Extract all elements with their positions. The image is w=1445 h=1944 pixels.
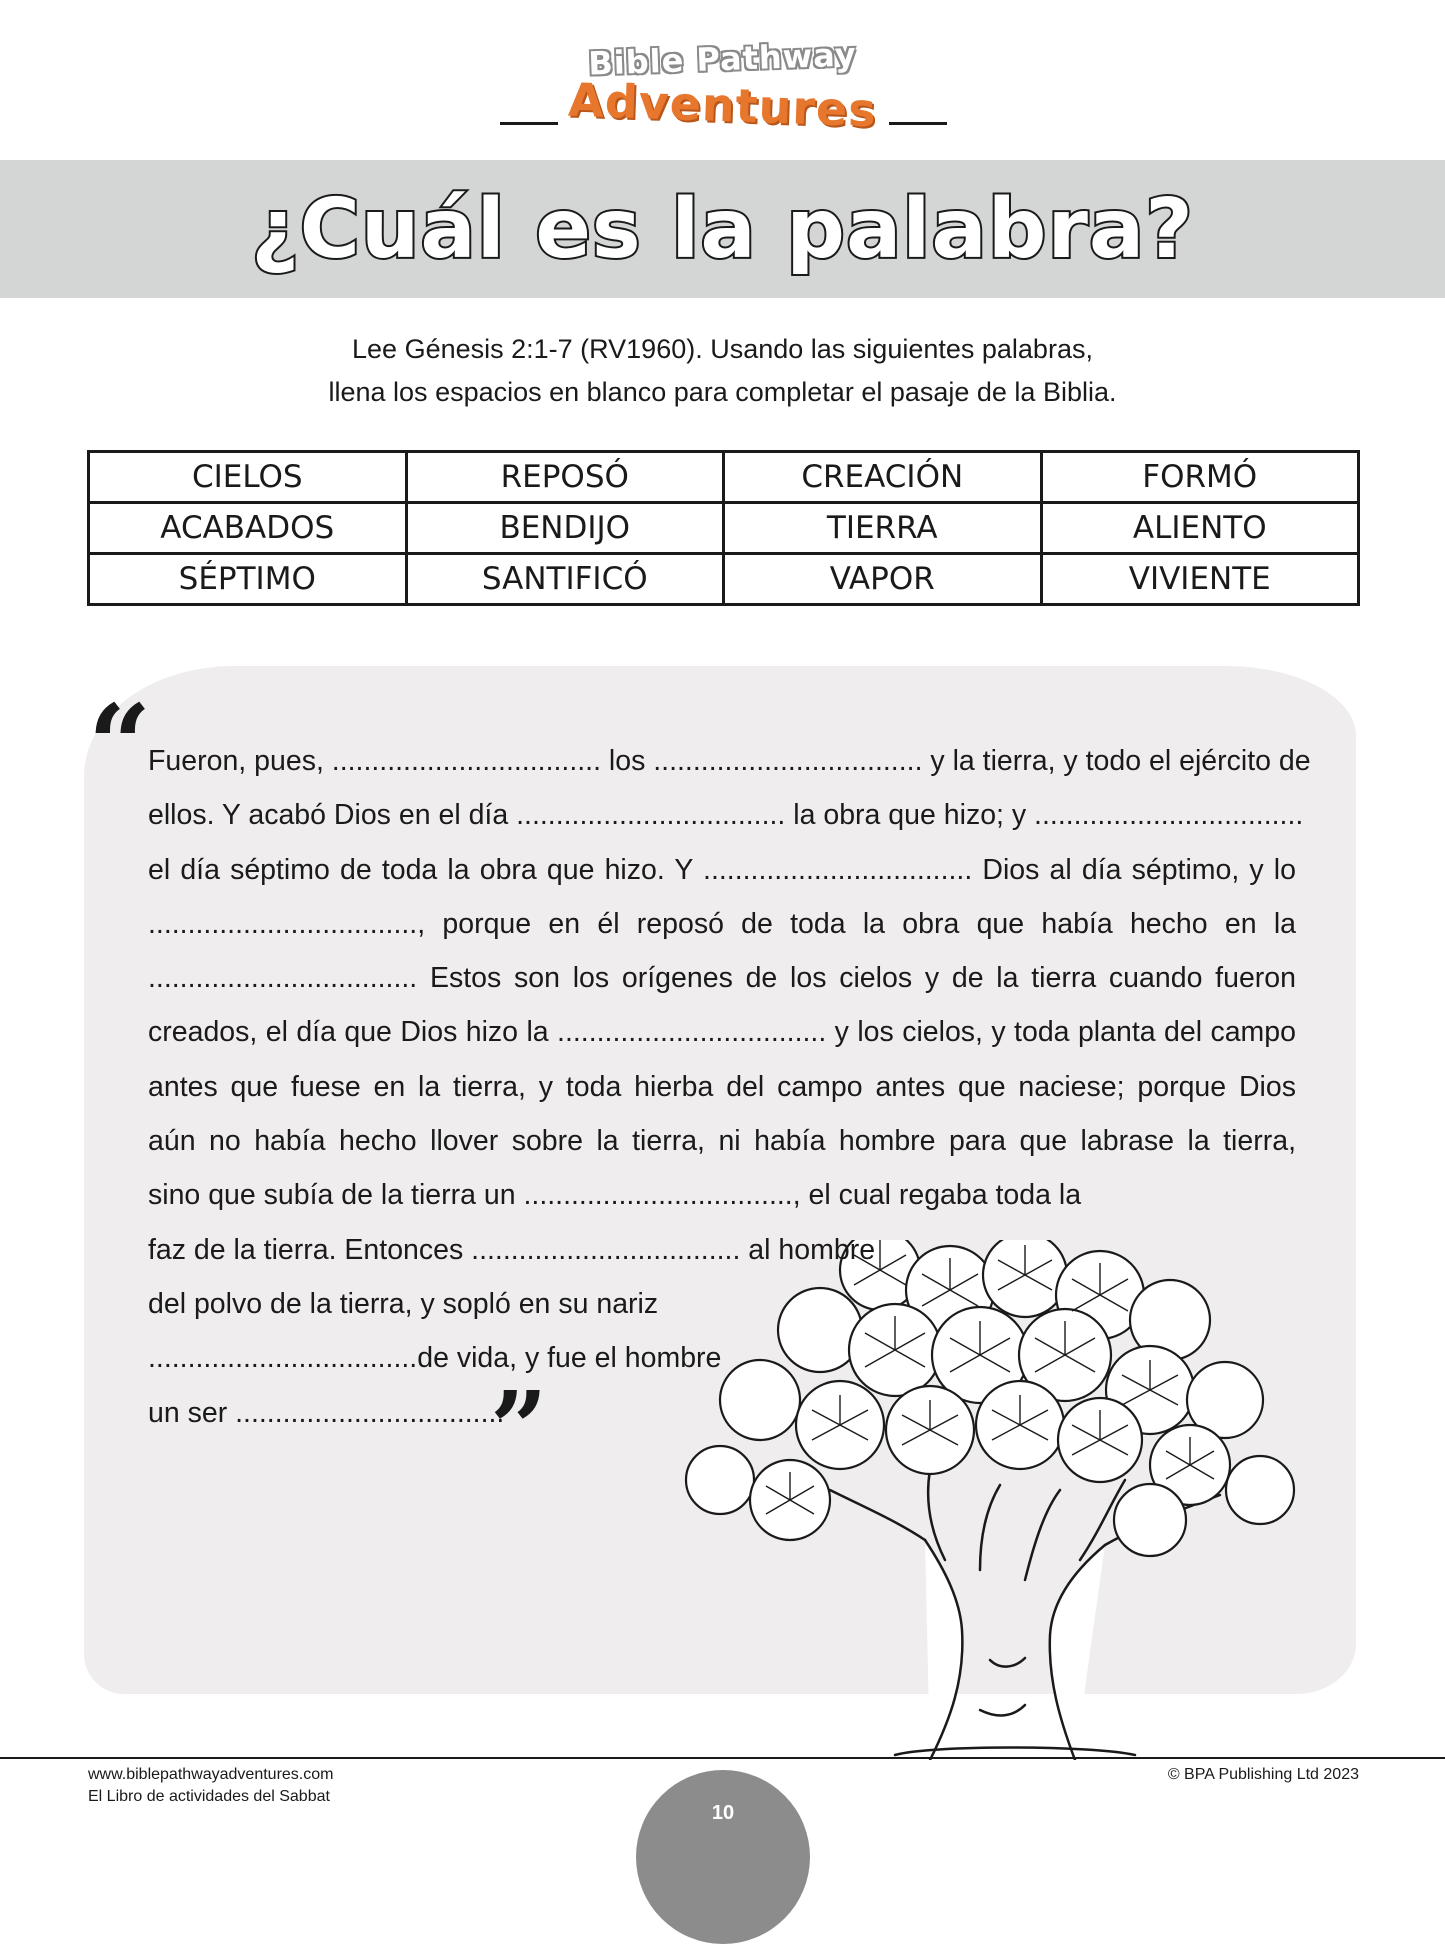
passage-line: sino que subía de la tierra un .................................., el cual regaba toda la bbox=[148, 1179, 1082, 1212]
word-bank-cell: SÉPTIMO bbox=[89, 554, 407, 605]
passage-line: Fueron, pues, .................................. los .................................. y la tierra, y todo el ejército de bbox=[148, 745, 1311, 777]
word-bank-cell: CIELOS bbox=[89, 452, 407, 503]
passage-line: ellos. Y acabó Dios en el día .................................. la obra que hizo; y .................................. bbox=[148, 799, 1304, 832]
word-bank-cell: CREACIÓN bbox=[724, 452, 1042, 503]
word-bank-cell: VAPOR bbox=[724, 554, 1042, 605]
logo-divider-right bbox=[889, 122, 947, 125]
word-bank-cell: REPOSÓ bbox=[406, 452, 724, 503]
word-bank-cell: BENDIJO bbox=[406, 503, 724, 554]
passage-line: ..................................de vida, y fue el hombre bbox=[148, 1342, 722, 1375]
word-bank-cell: SANTIFICÓ bbox=[406, 554, 724, 605]
logo-line-2: Adventures bbox=[567, 72, 878, 138]
passage-line: .................................. Estos son los orígenes de los cielos y de la tierra cuando fueron bbox=[148, 962, 1296, 995]
footer-divider bbox=[0, 1757, 1445, 1759]
passage-line: creados, el día que Dios hizo la .................................. y los cielos, y toda planta del campo bbox=[148, 1016, 1296, 1049]
instructions bbox=[0, 328, 1445, 414]
passage-line: del polvo de la tierra, y sopló en su nariz bbox=[148, 1287, 659, 1320]
passage-line: faz de la tierra. Entonces .................................. al hombre bbox=[148, 1233, 876, 1266]
footer-left bbox=[88, 1764, 333, 1808]
close-quote-mark: ” bbox=[490, 1369, 548, 1487]
word-bank-row bbox=[89, 503, 1359, 554]
logo-divider-left bbox=[500, 122, 558, 125]
word-bank-cell: VIVIENTE bbox=[1041, 554, 1359, 605]
passage-line: aún no había hecho llover sobre la tierra, ni había hombre para que labrase la tierra, bbox=[148, 1125, 1296, 1158]
page-number: 10 bbox=[711, 1802, 735, 1824]
word-bank-row bbox=[89, 452, 1359, 503]
word-bank-row bbox=[89, 554, 1359, 605]
passage-line: antes que fuese en la tierra, y toda hierba del campo antes que naciese; porque Dios bbox=[148, 1070, 1296, 1103]
passage-line: el día séptimo de toda la obra que hizo. Y .................................. Dios al día séptimo, y lo bbox=[148, 853, 1296, 886]
passage-line: un ser .................................. bbox=[148, 1396, 505, 1429]
footer-copyright: © BPA Publishing Ltd 2023 bbox=[1167, 1766, 1359, 1783]
title-band bbox=[0, 160, 1445, 298]
open-quote-mark: “ bbox=[88, 680, 152, 809]
footer-website-link[interactable]: www.biblepathwayadventures.com bbox=[88, 1766, 334, 1783]
word-bank-cell: ALIENTO bbox=[1041, 503, 1359, 554]
footer-book-title: El Libro de actividades del Sabbat bbox=[88, 1788, 330, 1805]
word-bank-cell: ACABADOS bbox=[89, 503, 407, 554]
instructions-line-2: llena los espacios en blanco para completar el pasaje de la Biblia. bbox=[328, 377, 1117, 407]
scripture-passage bbox=[148, 734, 1311, 1440]
page-title: ¿Cuál es la palabra? bbox=[251, 182, 1194, 277]
logo-line-1: Bible Pathway bbox=[587, 35, 858, 83]
word-bank-cell: FORMÓ bbox=[1041, 452, 1359, 503]
instructions-line-1: Lee Génesis 2:1-7 (RV1960). Usando las siguientes palabras, bbox=[352, 334, 1093, 364]
word-bank-cell: TIERRA bbox=[724, 503, 1042, 554]
brand-logo bbox=[0, 30, 1445, 140]
word-bank-table bbox=[87, 450, 1360, 606]
page-number-badge bbox=[636, 1770, 810, 1944]
passage-line: .................................., porque en él reposó de toda la obra que había hecho en la bbox=[148, 907, 1296, 940]
